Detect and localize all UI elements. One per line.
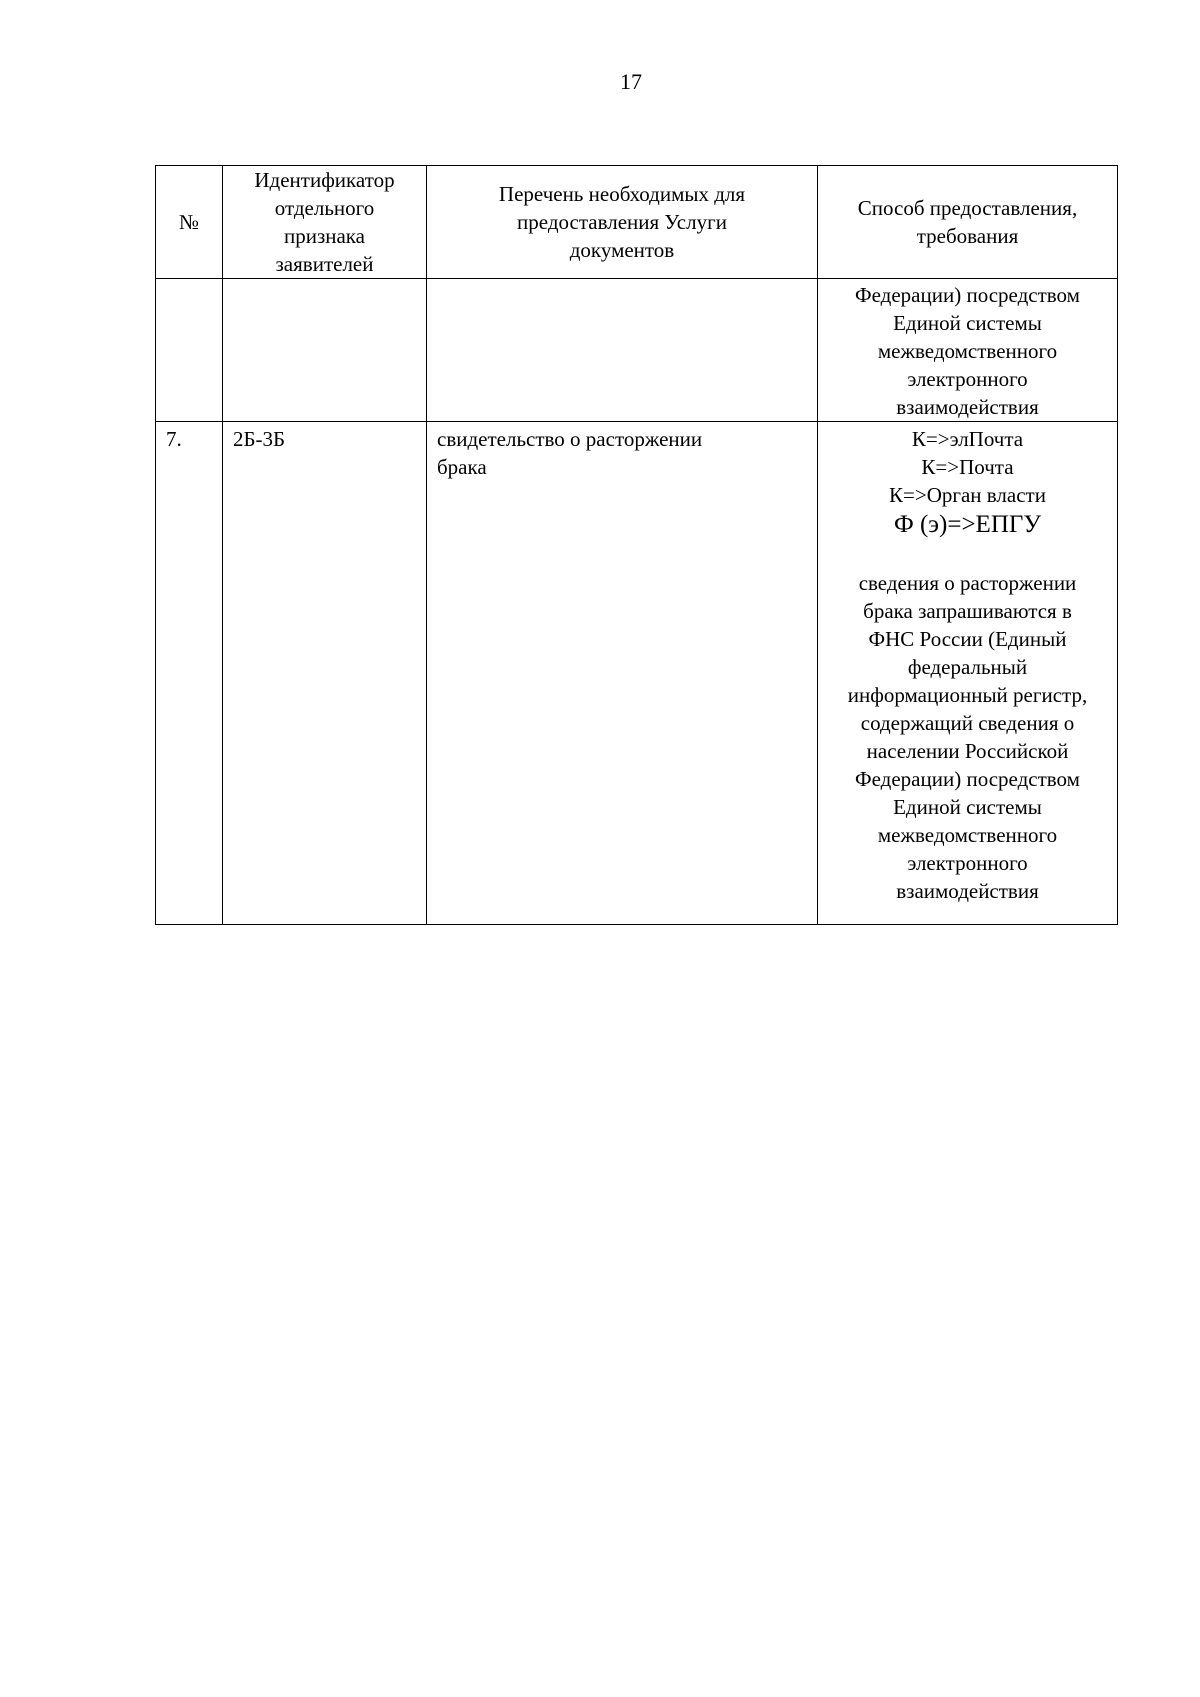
table-header-row [156,166,1118,279]
cell-method [818,279,1118,422]
method-line: электронного [907,367,1028,391]
method-note-line: Единой системы [893,795,1042,819]
document-line: свидетельство о расторжении [437,427,703,451]
method-line: Единой системы [893,311,1042,335]
method-line: межведомственного [877,339,1058,363]
method-note-line: ФНС России (Единый [868,627,1067,651]
header-num: № [156,166,223,279]
header-identifier-line: заявителей [275,252,374,276]
spacer [828,541,1107,569]
cell-num: 7. [156,422,223,925]
header-method-line: требования [916,224,1019,248]
method-note-line: брака запрашиваются в [863,599,1072,623]
cell-identifier: 2Б-3Б [223,422,427,925]
method-note-line: межведомственного [877,823,1058,847]
page-number: 17 [620,69,642,94]
method-note-line: информационный регистр, [847,683,1088,707]
method-channel: К=>элПочта [911,427,1024,451]
document-line: брака [437,455,487,479]
method-note-line: федеральный [907,655,1028,679]
method-note-line: электронного [907,851,1028,875]
cell-num [156,279,223,422]
header-identifier [223,166,427,279]
header-documents [427,166,818,279]
header-documents-line: Перечень необходимых для [498,182,746,206]
method-note-line: населении Российской [866,739,1069,763]
cell-method [818,422,1118,925]
header-identifier-line: признака [283,224,366,248]
method-note-line: содержащий сведения о [860,711,1075,735]
method-channel: К=>Почта [921,455,1014,479]
method-note-line: Федерации) посредством [855,767,1080,791]
method-line: Федерации) посредством [855,283,1080,307]
method-channel: К=>Орган власти [889,483,1046,507]
document-table [155,165,1118,925]
header-method-line: Способ предоставления, [857,196,1078,220]
header-identifier-line: отдельного [274,196,375,220]
header-documents-line: предоставления Услуги [517,210,727,234]
cell-documents [427,422,818,925]
method-note-line: сведения о расторжении [858,571,1077,595]
method-note-line: взаимодействия [896,879,1039,903]
header-documents-line: документов [569,238,675,262]
table-row-continuation [156,279,1118,422]
header-method [818,166,1118,279]
method-channel: Ф (э)=>ЕПГУ [893,511,1042,538]
header-identifier-line: Идентификатор [254,168,395,192]
method-line: взаимодействия [896,395,1039,419]
cell-identifier [223,279,427,422]
cell-documents [427,279,818,422]
table-row [156,422,1118,925]
